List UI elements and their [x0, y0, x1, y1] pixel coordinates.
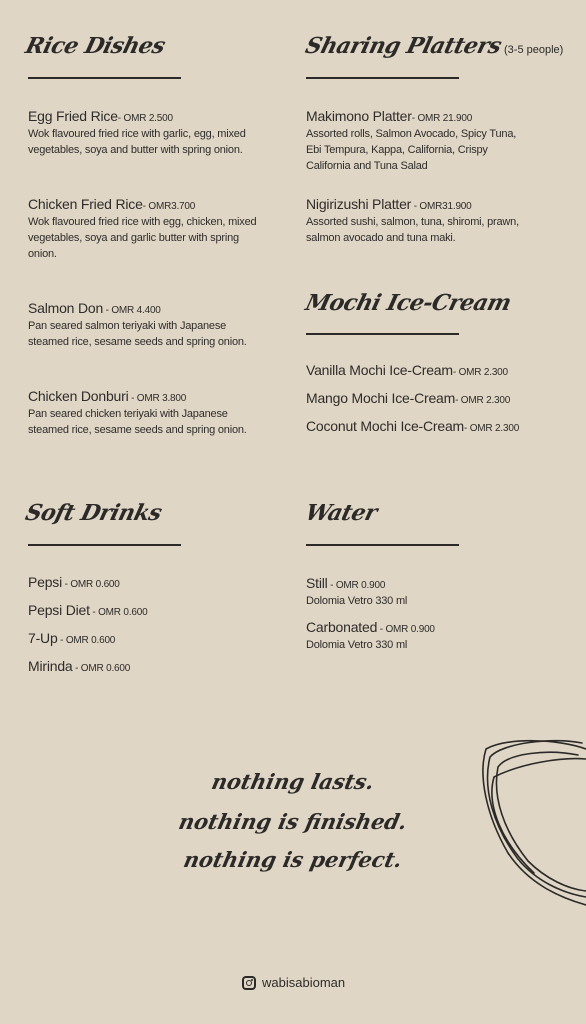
item-description: Assorted rolls, Salmon Avocado, Spicy Tuna, Ebi Tempura, Kappa, California, Crispy California and Tuna Salad — [306, 128, 517, 172]
item-price: - OMR3.700 — [142, 201, 196, 212]
quote-line: nothing lasts. — [209, 769, 377, 794]
menu-item — [306, 618, 546, 653]
menu-item — [28, 387, 268, 438]
item-description: Wok flavoured fried rice with garlic, egg, mixed vegetables, soya and butter with spring onion. — [28, 128, 246, 156]
menu-item — [28, 574, 120, 590]
menu-item — [28, 630, 115, 646]
item-price: - OMR 0.600 — [57, 635, 116, 646]
item-price: - OMR 0.900 — [327, 580, 386, 591]
item-name: Mango Mochi Ice-Cream — [306, 390, 456, 406]
menu-item — [28, 299, 268, 350]
item-name: Pepsi — [28, 574, 63, 590]
item-price: - OMR 0.900 — [377, 624, 435, 635]
item-name: Vanilla Mochi Ice-Cream — [306, 362, 453, 378]
item-description: Assorted sushi, salmon, tuna, shiromi, prawn, salmon avocado and tuna maki. — [306, 216, 519, 244]
item-description: Pan seared salmon teriyaki with Japanese steamed rice, sesame seeds and spring onion. — [28, 320, 247, 348]
soft-drinks-divider — [28, 544, 181, 546]
item-name: Coconut Mochi Ice-Cream — [306, 418, 465, 434]
item-description: Dolomia Vetro 330 ml — [306, 639, 408, 651]
instagram-handle-text: wabisabioman — [262, 975, 346, 990]
item-name: Chicken Donburi — [28, 388, 129, 404]
item-price: - OMR 0.600 — [72, 663, 131, 674]
item-price: - OMR 3.800 — [128, 393, 187, 404]
menu-item — [306, 107, 532, 174]
instagram-icon — [242, 976, 256, 990]
water-section-title: Water — [302, 500, 380, 526]
item-name: Mirinda — [28, 658, 73, 674]
mochi-divider — [306, 333, 459, 335]
item-price: - OMR 2.500 — [117, 113, 173, 124]
item-price: - OMR 2.300 — [455, 395, 511, 406]
platters-divider — [306, 77, 459, 79]
platters-serving-note: (3-5 people) — [503, 44, 563, 56]
menu-item — [306, 195, 532, 246]
item-price: - OMR 4.400 — [103, 305, 161, 316]
instagram-handle[interactable] — [242, 975, 345, 990]
item-price: - OMR31.900 — [411, 201, 472, 212]
menu-item — [306, 362, 508, 378]
item-name: Nigirizushi Platter — [306, 196, 412, 212]
item-price: - OMR 0.600 — [62, 579, 120, 590]
item-name: Makimono Platter — [306, 108, 412, 124]
soft-drinks-section-title: Soft Drinks — [22, 500, 165, 526]
item-description: Wok flavoured fried rice with egg, chicken, mixed vegetables, soya and garlic butter with spring onion. — [28, 216, 257, 260]
item-price: - OMR 21.900 — [411, 113, 473, 124]
water-divider — [306, 544, 459, 546]
item-name: Still — [306, 575, 328, 591]
menu-item — [28, 195, 268, 262]
item-price: - OMR 2.300 — [464, 423, 520, 434]
rice-divider — [28, 77, 181, 79]
quote-line: nothing is finished. — [176, 809, 410, 834]
menu-item — [28, 658, 130, 674]
item-name: Chicken Fried Rice — [28, 196, 143, 212]
item-name: Carbonated — [306, 619, 378, 635]
platters-section-title — [303, 33, 567, 59]
item-name: 7-Up — [28, 630, 58, 646]
item-name: Salmon Don — [28, 300, 104, 316]
item-name: Pepsi Diet — [28, 602, 90, 618]
item-price: - OMR 2.300 — [452, 367, 508, 378]
quote-line: nothing is perfect. — [181, 847, 405, 872]
item-description: Pan seared chicken teriyaki with Japanese steamed rice, sesame seeds and spring onion. — [28, 408, 247, 436]
menu-item — [306, 418, 519, 434]
menu-item — [28, 602, 147, 618]
platters-title-text: Sharing Platters — [302, 33, 504, 59]
menu-item — [306, 574, 546, 609]
rice-section-title: Rice Dishes — [22, 33, 168, 59]
menu-item — [306, 390, 510, 406]
menu-item — [28, 107, 268, 158]
item-name: Egg Fried Rice — [28, 108, 118, 124]
item-description: Dolomia Vetro 330 ml — [306, 595, 408, 607]
mochi-section-title: Mochi Ice-Cream — [302, 290, 514, 316]
item-price: - OMR 0.600 — [89, 607, 148, 618]
